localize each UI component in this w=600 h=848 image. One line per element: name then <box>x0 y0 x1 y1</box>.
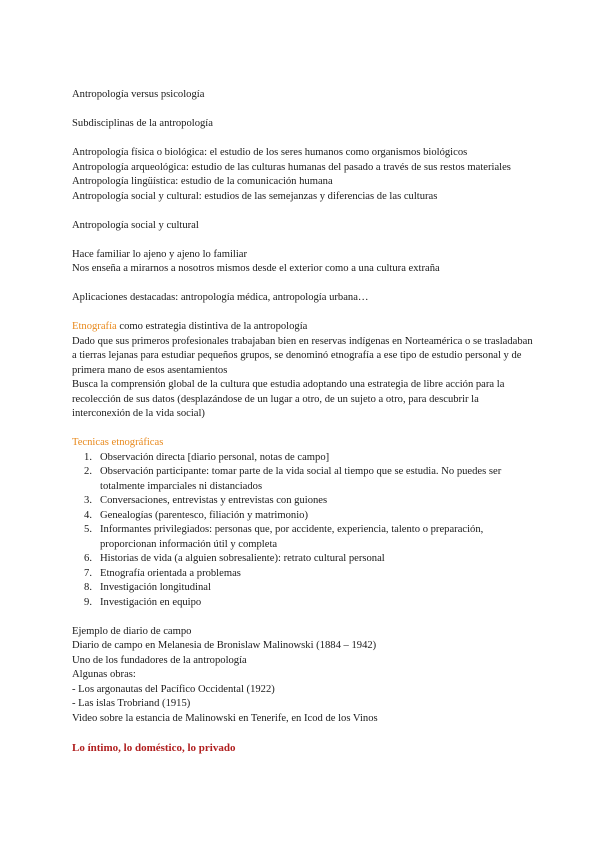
list-number: 8. <box>84 582 92 593</box>
diary-line: Video sobre la estancia de Malinowski en Tenerife, en Icod de los Vinos <box>72 712 378 724</box>
list-item <box>72 494 534 509</box>
list-item <box>72 451 534 466</box>
list-number: 6. <box>84 553 92 564</box>
list-number: 4. <box>84 509 92 521</box>
list-number: 1. <box>84 451 92 463</box>
diary-line: - Los argonautas del Pacífico Occidental (1922) <box>72 683 275 695</box>
list-text: Investigación en equipo <box>100 596 202 608</box>
social-cultural-heading: Antropología social y cultural <box>72 219 199 231</box>
list-text: Etnografía orientada a problemas <box>100 567 241 579</box>
list-text: Informantes privilegiados: personas que, por accidente, experiencia, talento o preparación, proporcionan información útil y completa <box>100 524 484 550</box>
diary-line: - Las islas Trobriand (1915) <box>72 698 191 709</box>
list-text: Conversaciones, entrevistas y entrevistas con guiones <box>100 495 328 506</box>
social-line: Nos enseña a mirarnos a nosotros mismos desde el exterior como a una cultura extraña <box>72 263 440 274</box>
section-heading-intimate: Lo íntimo, lo doméstico, lo privado <box>72 741 236 754</box>
ethnography-heading <box>72 320 534 335</box>
list-number: 3. <box>84 495 92 506</box>
ethnography-heading-rest: como estrategia distintiva de la antropología <box>116 321 308 332</box>
social-line: Hace familiar lo ajeno y ajeno lo familiar <box>72 248 248 260</box>
ethnography-paragraph: Busca la comprensión global de la cultura que estudia adoptando una estrategia de libre acción para la recolección de sus datos (desplazándose de un lugar a otro, de un sujeto a otro, para descubrir la interconexión de la vida social) <box>72 379 505 419</box>
techniques-list <box>72 451 534 611</box>
diary-line: Algunas obras: <box>72 669 136 680</box>
subdiscipline-item: Antropología física o biológica: el estudio de los seres humanos como organismos biológicos <box>72 147 468 158</box>
list-item <box>72 567 534 582</box>
subdiscipline-item: Antropología lingüística: estudio de la comunicación humana <box>72 176 333 187</box>
diary-line: Ejemplo de diario de campo <box>72 625 192 637</box>
ethnography-paragraph: Dado que sus primeros profesionales trabajaban bien en reservas indígenas en Norteamérica o se trasladaban a tierras lejanas para estudiar pequeños grupos, se denominó etnografía a ese tipo de estudio personal y de primera mano de esos asentamientos <box>72 335 533 376</box>
list-item <box>72 552 534 567</box>
subdiscipline-item: Antropología social y cultural: estudios de las semejanzas y diferencias de las culturas <box>72 190 438 202</box>
list-number: 7. <box>84 567 92 579</box>
list-text: Observación directa [diario personal, notas de campo] <box>100 451 330 463</box>
list-item <box>72 523 534 552</box>
list-item <box>72 581 534 596</box>
ethnography-keyword: Etnografía <box>72 321 117 332</box>
diary-line: Diario de campo en Melanesia de Bronislaw Malinowski (1884 – 1942) <box>72 640 377 651</box>
list-text: Historias de vida (a alguien sobresaliente): retrato cultural personal <box>100 553 385 564</box>
list-number: 9. <box>84 596 92 608</box>
applications-line: Aplicaciones destacadas: antropología médica, antropología urbana… <box>72 292 369 303</box>
diary-line: Uno de los fundadores de la antropología <box>72 654 247 666</box>
document-body <box>72 88 534 755</box>
list-text: Observación participante: tomar parte de la vida social al tiempo que se estudia. No puedes ser totalmente imparciales ni distanciados <box>100 466 502 492</box>
list-text: Genealogías (parentesco, filiación y matrimonio) <box>100 509 308 521</box>
list-number: 5. <box>84 524 92 535</box>
page-title: Antropología versus psicología <box>72 89 205 100</box>
list-item <box>72 596 534 611</box>
list-number: 2. <box>84 466 92 477</box>
techniques-heading: Tecnicas etnográficas <box>72 437 164 448</box>
list-text: Investigación longitudinal <box>100 582 211 593</box>
subdiscipline-item: Antropología arqueológica: estudio de las culturas humanas del pasado a través de sus restos materiales <box>72 161 511 173</box>
list-item <box>72 465 534 494</box>
subdisciplines-heading: Subdisciplinas de la antropología <box>72 118 213 129</box>
list-item <box>72 509 534 524</box>
